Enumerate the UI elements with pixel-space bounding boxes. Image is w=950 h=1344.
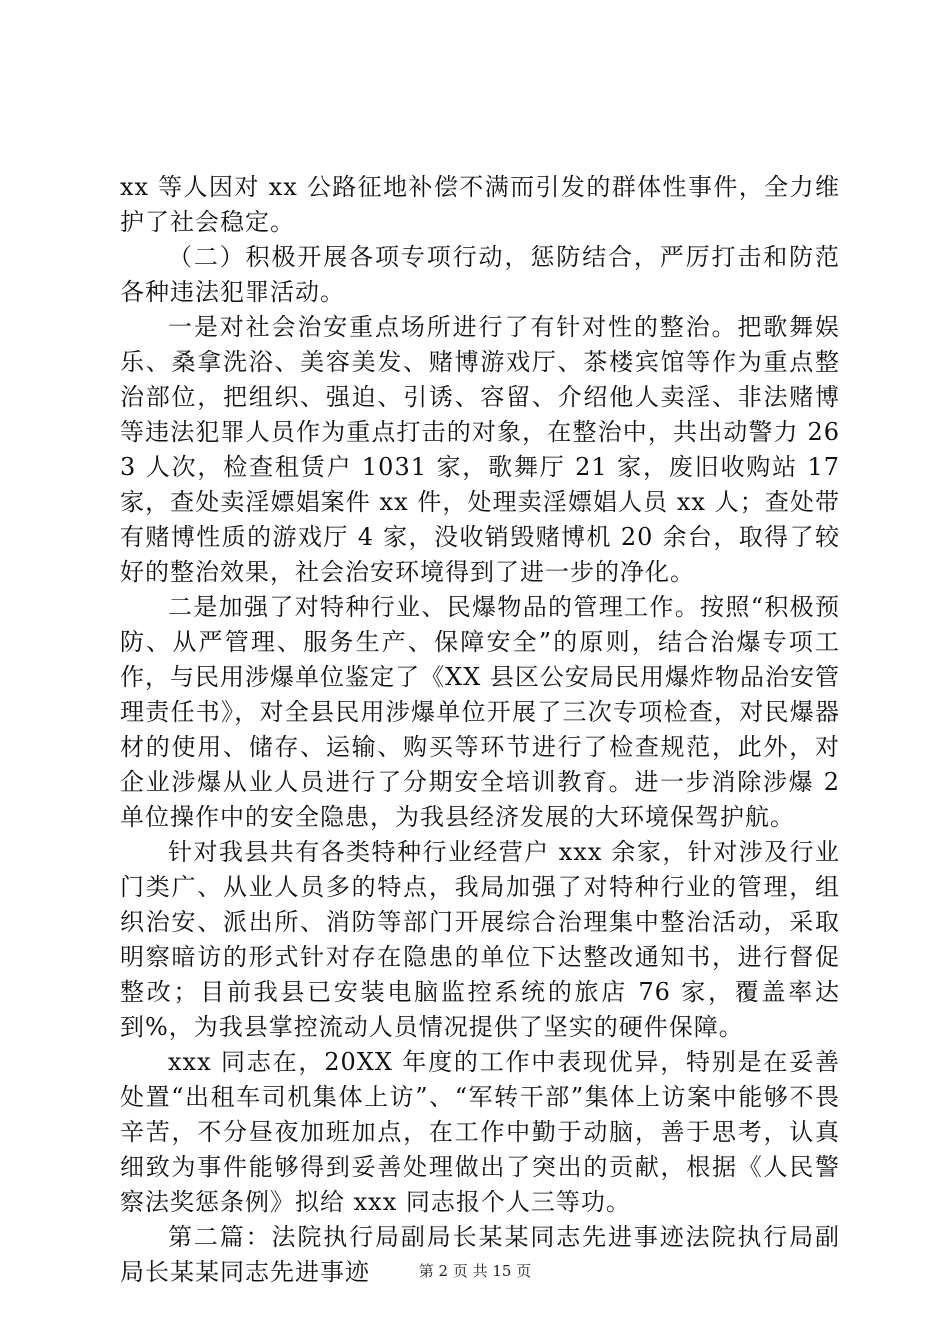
paragraph-chapter-two-title: 第二篇：法院执行局副局长某某同志先进事迹法院执行局副局长某某同志先进事迹 [120, 1223, 840, 1286]
paragraph-continuation: xx 等人因对 xx 公路征地补偿不满而引发的群体性事件，全力维护了社会稳定。 [120, 173, 840, 236]
page-number-footer: 第 2 页 共 15 页 [418, 1262, 532, 1280]
paragraph-industry-management: 针对我县共有各类特种行业经营户 xxx 余家，针对涉及行业门类广、从业人员多的特点，我局加强了对特种行业的管理，组织治安、派出所、消防等部门开展综合治理集中整治活动，采取明察暗访的形式针对存在隐患的单位下达整改通知书，进行督促整改；目前我县已安装电脑监控系统的旅店 76 家，覆盖率达到%，为我县掌控流动人员情况提供了坚实的硬件保障。 [120, 838, 840, 1041]
paragraph-key-venues: 一是对社会治安重点场所进行了有针对性的整治。把歌舞娱乐、桑拿洗浴、美容美发、赌博游戏厅、茶楼宾馆等作为重点整治部位，把组织、强迫、引诱、容留、介绍他人卖淫、非法赌博等违法犯罪人员作为重点打击的对象，在整治中，共出动警力 263 人次，检查租赁户 1031 家，歌舞厅 21 家，废旧收购站 17 家，查处卖淫嫖娼案件 xx 件，处理卖淫嫖娼人员 xx 人；查处带有赌博性质的游戏厅 4 家，没收销毁赌博机 20 余台，取得了较好的整治效果，社会治安环境得到了进一步的净化。 [120, 313, 840, 586]
paragraph-special-industries: 二是加强了对特种行业、民爆物品的管理工作。按照“积极预防、从严管理、服务生产、保障安全”的原则，结合治爆专项工作，与民用涉爆单位鉴定了《XX 县区公安局民用爆炸物品治安管理责任书》，对全县民用涉爆单位开展了三次专项检查，对民爆器材的使用、储存、运输、购买等环节进行了检查规范，此外，对企业涉爆从业人员进行了分期安全培训教育。进一步消除涉爆 2 单位操作中的安全隐患，为我县经济发展的大环境保驾护航。 [120, 593, 840, 831]
section-heading-2: （二）积极开展各项专项行动，惩防结合，严厉打击和防范各种违法犯罪活动。 [120, 243, 840, 306]
document-body [120, 170, 840, 1290]
paragraph-commendation: xxx 同志在，20XX 年度的工作中表现优异，特别是在妥善处置“出租车司机集体上访”、“军转干部”集体上访案中能够不畏辛苦，不分昼夜加班加点，在工作中勤于动脑，善于思考，认真细致为事件能够得到妥善处理做出了突出的贡献，根据《人民警察法奖惩条例》拟给 xxx 同志报个人三等功。 [120, 1048, 840, 1216]
